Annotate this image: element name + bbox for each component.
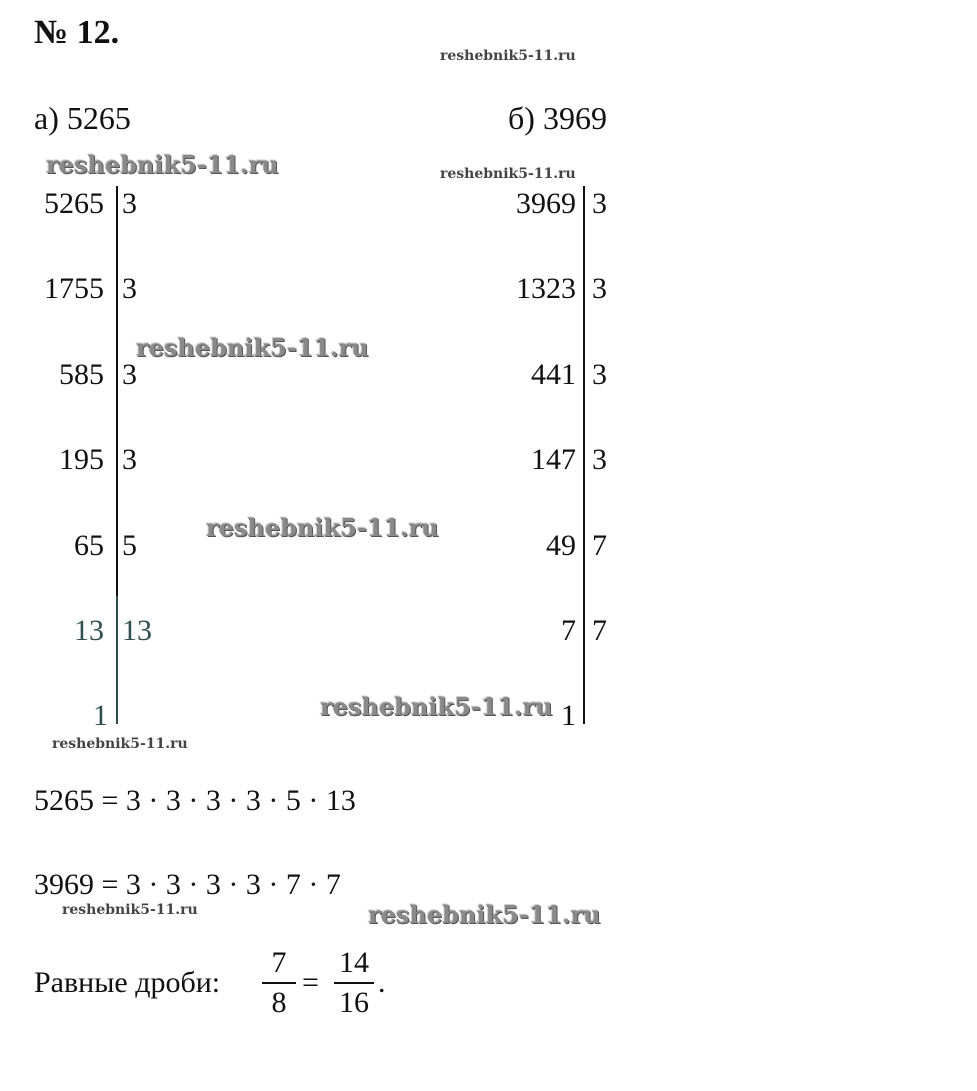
divisor: 3 [122, 443, 137, 476]
dividend: 65 [74, 529, 104, 562]
fractions-label: Равные дроби: [34, 966, 221, 999]
dividend: 147 [531, 443, 576, 476]
watermark: reshebnik5-11.ru [136, 333, 369, 362]
divisor: 3 [122, 272, 137, 305]
watermark: reshebnik5-11.ru [440, 166, 576, 182]
dividend: 5265 [44, 187, 104, 220]
watermark: reshebnik5-11.ru [320, 692, 553, 721]
watermark: reshebnik5-11.ru [46, 150, 279, 179]
divisor: 7 [592, 614, 607, 647]
fraction-bar [262, 982, 296, 984]
fraction-numerator: 14 [339, 946, 369, 979]
divisor: 3 [122, 358, 137, 391]
dividend: 195 [59, 443, 104, 476]
divisor: 3 [592, 443, 607, 476]
dividend: 7 [561, 614, 576, 647]
divisor: 3 [592, 358, 607, 391]
fraction-14-16 [334, 946, 374, 1020]
dividend: 13 [74, 614, 104, 647]
divider-line-a [116, 186, 118, 596]
fraction-numerator: 7 [271, 946, 287, 979]
divisor: 5 [122, 529, 137, 562]
divisor: 3 [592, 187, 607, 220]
equation-b: 3969 = 3 · 3 · 3 · 3 · 7 · 7 [34, 868, 341, 901]
equals-sign: = [302, 966, 319, 999]
dividend: 1323 [516, 272, 576, 305]
dividend: 1755 [44, 272, 104, 305]
divisor: 13 [122, 614, 152, 647]
dividend: 1 [93, 699, 108, 732]
part-b-heading: б) 3969 [508, 100, 607, 136]
dividend: 441 [531, 358, 576, 391]
dividend: 1 [561, 699, 576, 732]
divisor: 7 [592, 529, 607, 562]
fraction-7-8 [262, 946, 296, 1020]
equation-a: 5265 = 3 · 3 · 3 · 3 · 5 · 13 [34, 784, 356, 817]
dividend: 49 [546, 529, 576, 562]
divider-line-b [583, 186, 585, 724]
part-a-heading: а) 5265 [34, 100, 131, 136]
dividend: 3969 [516, 187, 576, 220]
exercise-title: № 12. [34, 14, 120, 51]
divisor: 3 [122, 187, 137, 220]
watermark: reshebnik5-11.ru [52, 736, 188, 752]
watermark: reshebnik5-11.ru [206, 513, 439, 542]
watermark: reshebnik5-11.ru [62, 902, 198, 918]
fraction-denominator: 16 [339, 986, 369, 1019]
fraction-bar [334, 982, 374, 984]
dividend: 585 [59, 358, 104, 391]
period: . [378, 966, 386, 999]
watermark: reshebnik5-11.ru [368, 900, 601, 929]
watermark: reshebnik5-11.ru [440, 48, 576, 64]
fraction-denominator: 8 [271, 986, 287, 1019]
divisor: 3 [592, 272, 607, 305]
divider-line-a-bottom [116, 596, 118, 724]
